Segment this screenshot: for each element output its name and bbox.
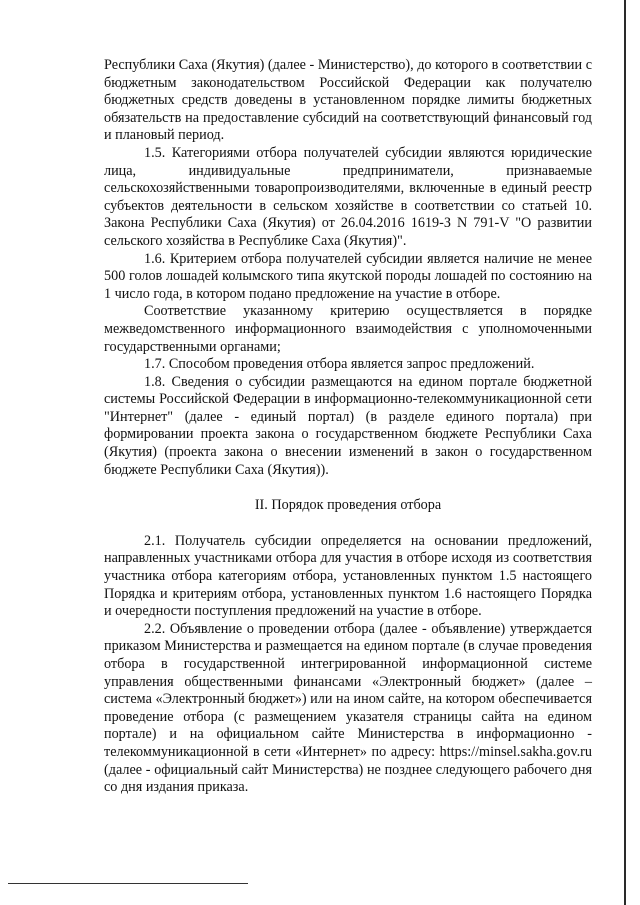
paragraph-continuation: Республики Саха (Якутия) (далее - Министерство), до которого в соответствии с бюджетным законодательством Российской Федерации как получателю бюджетных средств доведены в установленном порядке лимиты бюджетных обязательств на предоставление субсидий на соответствующий финансовый год и плановый период. [104, 57, 592, 144]
paragraph-2-1: 2.1. Получатель субсидии определяется на основании предложений, направленных участниками отбора для участия в отборе исходя из соответствия участника отбора категориям отбора, установленных пунктом 1.5 настоящего Порядка и критериям отбора, установленных пунктом 1.6 настоящего Порядка и очередности поступления предложений на участие в отборе. [104, 532, 592, 620]
page-edge-line [624, 0, 626, 905]
paragraph-1-5: 1.5. Категориями отбора получателей субсидии являются юридические лица, индивидуальные предприниматели, признаваемые сельскохозяйственными товаропроизводителями, включенные в единый реестр субъектов деятельности в сельском хозяйстве в соответствии со статьей 10. Закона Республики Саха (Якутия) от 26.04.2016 1619-З N 791-V "О развитии сельского хозяйства в Республике Саха (Якутия)". [104, 144, 592, 249]
section-title: II. Порядок проведения отбора [254, 497, 442, 514]
paragraph-1-8: 1.8. Сведения о субсидии размещаются на едином портале бюджетной системы Российской Федерации в информационно-телекоммуникационной сети "Интернет" (далее - единый портал) (в разделе единого портала) при формировании проекта закона о государственном бюджете Республики Саха (Якутия) (проекта закона о внесении изменений в закон о государственном бюджете Республики Саха (Якутия)). [104, 373, 592, 478]
document-body [104, 57, 592, 797]
paragraph-1-7: 1.7. Способом проведения отбора является запрос предложений. [144, 356, 535, 373]
footnote-separator-line [8, 883, 248, 884]
paragraph-2-2: 2.2. Объявление о проведении отбора (далее - объявление) утверждается приказом Министерства и размещается на едином портале (в случае проведения отбора в государственной интегрированной информационной системе управления общественными финансами «Электронный бюджет» (далее – система «Электронный бюджет») или на ином сайте, на котором обеспечивается проведение отбора (с размещением указателя страницы сайта на едином портале) и на официальном сайте Министерства в информационно - телекоммуникационной в сети «Интернет» по адресу: https://minsel.sakha.gov.ru (далее - официальный сайт Министерства) не позднее следующего рабочего дня со дня издания приказа. [104, 620, 592, 796]
paragraph-1-6: 1.6. Критерием отбора получателей субсидии является наличие не менее 500 голов лошадей колымского типа якутской породы лошадей по состоянию на 1 число года, в котором подано предложение на участие в отборе. [104, 250, 592, 302]
paragraph-criterion-compliance: Соответствие указанному критерию осуществляется в порядке межведомственного информационного взаимодействия с уполномоченными государственными органами; [104, 303, 592, 355]
